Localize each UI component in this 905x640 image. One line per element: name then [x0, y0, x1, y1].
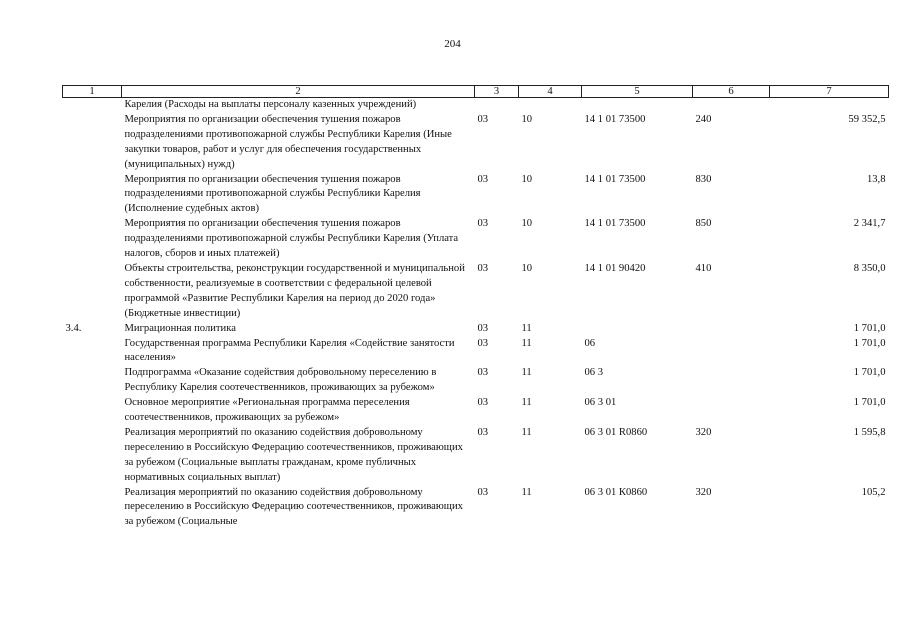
row-name: Мероприятия по организации обеспечения тушения пожаров подразделениями противопожарной службы Республики Карелия (Иные закупки товаров, работ и услуг для обеспечения государственных (муниципальных) нужд): [124, 113, 452, 170]
row-pr: [519, 98, 582, 113]
row-rz: 03: [477, 337, 489, 349]
row-vr: [693, 322, 770, 337]
row-pr: 11: [521, 426, 532, 438]
row-sum: 105,2: [861, 486, 886, 498]
row-sum: 59 352,5: [848, 113, 886, 125]
row-sum: [770, 98, 889, 113]
row-name: Основное мероприятие «Региональная программа переселения соотечественников, проживающих за рубежом»: [124, 397, 410, 424]
row-pr: 10: [521, 173, 533, 185]
row-name: Мероприятия по организации обеспечения тушения пожаров подразделениями противопожарной службы Республики Карелия (Уплата налогов, сборов и иных платежей): [124, 218, 459, 260]
row-pr: 11: [521, 486, 532, 498]
row-csr: 06 3 01: [584, 397, 617, 409]
row-vr: 320: [695, 426, 712, 438]
row-csr: 06 3 01 К0860: [584, 486, 648, 498]
col-header-7: 7: [770, 86, 889, 98]
row-name: Реализация мероприятий по оказанию содействия добровольному переселению в Российскую Федерацию соотечественников, проживающих за рубежом (Социальные выплаты гражданам, кроме публичных нормативных социальных выплат): [124, 426, 463, 483]
col-header-5: 5: [582, 86, 693, 98]
row-pr: 10: [521, 218, 533, 230]
table-row: [63, 396, 889, 426]
row-sum: 1 701,0: [853, 337, 886, 349]
row-vr: 850: [695, 218, 712, 230]
row-pr: 11: [521, 367, 532, 379]
row-csr: [582, 322, 693, 337]
row-number: 3.4.: [65, 322, 82, 334]
row-sum: 2 341,7: [853, 218, 886, 230]
row-name: Мероприятия по организации обеспечения тушения пожаров подразделениями противопожарной службы Республики Карелия (Исполнение судебных актов): [124, 173, 421, 215]
row-number: [63, 113, 122, 173]
col-header-1: 1: [63, 86, 122, 98]
row-pr: 10: [521, 262, 533, 274]
table-row: [63, 173, 889, 218]
row-csr: 14 1 01 90420: [584, 262, 646, 274]
header-row: [63, 86, 889, 98]
row-rz: 03: [477, 173, 489, 185]
row-vr: [693, 337, 770, 367]
row-rz: [475, 98, 519, 113]
col-header-2: 2: [122, 86, 475, 98]
row-csr: 14 1 01 73500: [584, 218, 646, 230]
row-csr: 14 1 01 73500: [584, 113, 646, 125]
page-number: 204: [444, 38, 461, 50]
row-name: Миграционная политика: [124, 322, 236, 334]
row-pr: 11: [521, 397, 532, 409]
table-row: [63, 262, 889, 322]
row-name: Государственная программа Республики Карелия «Содействие занятости населения»: [124, 337, 455, 364]
col-header-3: 3: [475, 86, 519, 98]
table-row: [63, 486, 889, 531]
row-rz: 03: [477, 262, 489, 274]
row-rz: 03: [477, 218, 489, 230]
table-row: [63, 337, 889, 367]
row-number: [63, 98, 122, 113]
row-number: [63, 262, 122, 322]
table-row: [63, 426, 889, 486]
row-rz: 03: [477, 426, 489, 438]
col-header-4: 4: [519, 86, 582, 98]
row-vr: [693, 98, 770, 113]
row-number: [63, 217, 122, 262]
col-header-6: 6: [693, 86, 770, 98]
row-sum: 1 701,0: [853, 322, 886, 334]
row-number: [63, 173, 122, 218]
row-pr: 10: [521, 113, 533, 125]
row-vr: 320: [695, 486, 712, 498]
row-vr: [693, 396, 770, 426]
row-pr: 11: [521, 337, 532, 349]
row-vr: [693, 366, 770, 396]
budget-table: [62, 85, 889, 530]
row-sum: 8 350,0: [853, 262, 886, 274]
row-name: Карелия (Расходы на выплаты персоналу казенных учреждений): [124, 99, 417, 110]
row-sum: 1 701,0: [853, 397, 886, 409]
row-sum: 13,8: [866, 173, 886, 185]
row-sum: 1 595,8: [853, 426, 886, 438]
row-name: Подпрограмма «Оказание содействия добровольному переселению в Республику Карелия соотечественников, проживающих за рубежом»: [124, 367, 437, 394]
row-rz: 03: [477, 322, 489, 334]
row-vr: 240: [695, 113, 712, 125]
row-pr: 11: [521, 322, 532, 334]
table-row: [63, 113, 889, 173]
row-number: [63, 426, 122, 486]
row-csr: 06 3: [584, 367, 604, 379]
row-sum: 1 701,0: [853, 367, 886, 379]
row-name: Объекты строительства, реконструкции государственной и муниципальной собственности, реализуемые в соответствии с федеральной целевой программой «Развитие Республики Карелия на период до 2020 года» (Бюджетные инвестиции): [124, 262, 465, 319]
row-csr: 06: [584, 337, 596, 349]
row-number: [63, 396, 122, 426]
table-row: [63, 217, 889, 262]
row-rz: 03: [477, 367, 489, 379]
table-row: [63, 366, 889, 396]
table-row: [63, 322, 889, 337]
row-vr: 830: [695, 173, 712, 185]
table-row: [63, 98, 889, 113]
row-name: Реализация мероприятий по оказанию содействия добровольному переселению в Российскую Федерацию соотечественников, проживающих за рубежом (Социальные: [124, 486, 463, 528]
row-number: [63, 337, 122, 367]
row-csr: [582, 98, 693, 113]
row-rz: 03: [477, 113, 489, 125]
row-number: [63, 486, 122, 531]
row-number: [63, 366, 122, 396]
row-vr: 410: [695, 262, 712, 274]
row-csr: 14 1 01 73500: [584, 173, 646, 185]
row-rz: 03: [477, 486, 489, 498]
row-rz: 03: [477, 397, 489, 409]
row-csr: 06 3 01 R0860: [584, 426, 648, 438]
